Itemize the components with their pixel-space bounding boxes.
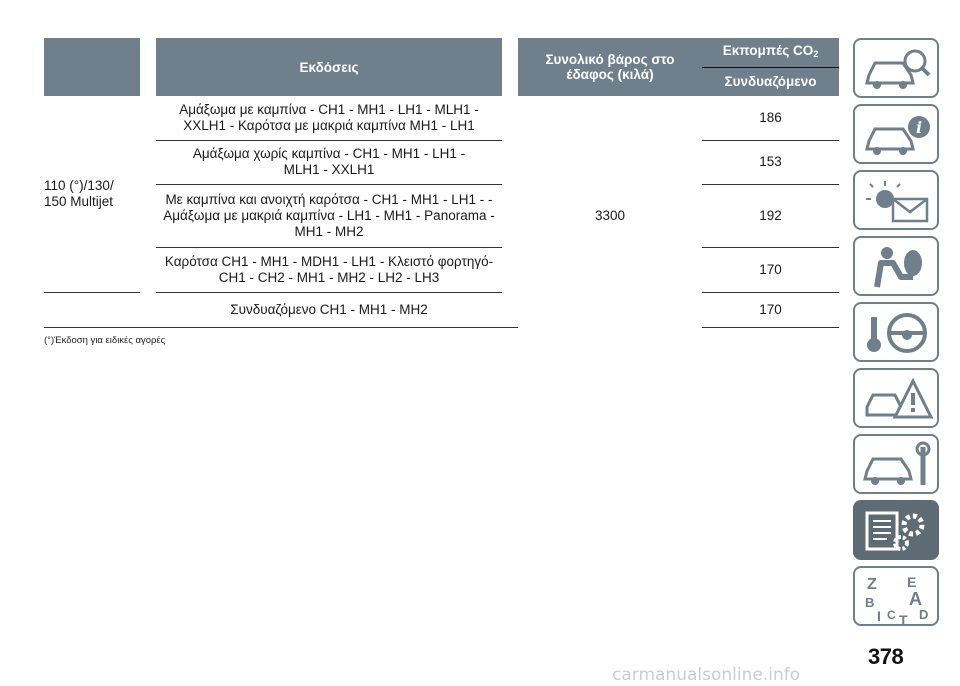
tab-warning-lights[interactable] — [853, 170, 939, 230]
svg-text:D: D — [919, 607, 929, 622]
svg-text:C: C — [887, 608, 896, 622]
tab-emergency[interactable] — [853, 368, 939, 428]
co2-value: 153 — [702, 140, 839, 184]
footnote: (°)Έκδοση για ειδικές αγορές — [44, 335, 166, 346]
svg-text:T: T — [899, 612, 908, 625]
alphabetical-index-icon — [863, 573, 933, 625]
co2-value: 186 — [702, 96, 839, 140]
svg-text:B: B — [865, 595, 875, 610]
co2-value: 170 — [702, 247, 839, 292]
co2-value: 192 — [702, 184, 839, 247]
watermark: carmanualsonline.info — [612, 665, 801, 685]
header-combined: Συνδυαζόμενο — [702, 67, 839, 96]
car-wrench-icon — [863, 441, 933, 489]
tab-car-info[interactable] — [853, 104, 939, 164]
svg-text:I: I — [877, 608, 881, 624]
engine-cell: 110 (°)/130/ 150 Multijet — [44, 96, 140, 292]
tab-starting-driving[interactable] — [853, 302, 939, 362]
version-cell: Με καμπίνα και ανοιχτή καρότσα - CH1 - MH1 - LH1 - - Αμάξωμα με μακριά καμπίνα - LH1 - MH1 - Panorama - MH1 - MH2 — [156, 184, 502, 247]
svg-text:i: i — [915, 118, 923, 137]
driver-airbag-icon — [863, 243, 933, 291]
header-blank — [44, 38, 140, 96]
svg-text:E: E — [907, 574, 917, 590]
car-info-icon — [863, 111, 933, 159]
co2-value: 170 — [702, 292, 839, 327]
version-cell: Αμάξωμα με καμπίνα - CH1 - MH1 - LH1 - MLH1 - XXLH1 - Καρότσα με μακριά καμπίνα MH1 - LH1 — [156, 96, 502, 140]
tab-car-info-magnifier[interactable] — [853, 38, 939, 98]
version-cell: Συνδυαζόμενο CH1 - MH1 - MH2 — [156, 292, 502, 327]
car-info-magnifier-icon — [863, 45, 933, 93]
car-warning-triangle-icon — [863, 375, 933, 423]
page-number: 378 — [868, 644, 904, 669]
header-mass: Συνολικό βάρος στο έδαφος (κιλά) — [518, 38, 702, 96]
warning-light-message-icon — [863, 177, 933, 225]
emissions-table — [44, 38, 839, 328]
header-versions: Εκδόσεις — [156, 38, 502, 96]
tab-technical-data[interactable] — [853, 500, 939, 560]
svg-text:A: A — [909, 589, 922, 609]
header-co2: Εκπομπές $CO_2$ — [702, 38, 839, 67]
technical-data-gears-icon — [863, 507, 933, 555]
mass-value: 3300 — [594, 207, 626, 223]
key-steering-wheel-icon — [863, 309, 933, 357]
version-cell: Καρότσα CH1 - MH1 - MDH1 - LH1 - Κλειστό φορτηγό- CH1 - CH2 - MH1 - MH2 - LH2 - LH3 — [156, 247, 502, 292]
tab-safety[interactable] — [853, 236, 939, 296]
tab-index[interactable] — [853, 566, 939, 626]
svg-text:Z: Z — [867, 576, 877, 593]
version-cell: Αμάξωμα χωρίς καμπίνα - CH1 - MH1 - LH1 - MLH1 - XXLH1 — [156, 140, 502, 184]
tab-maintenance[interactable] — [853, 434, 939, 494]
